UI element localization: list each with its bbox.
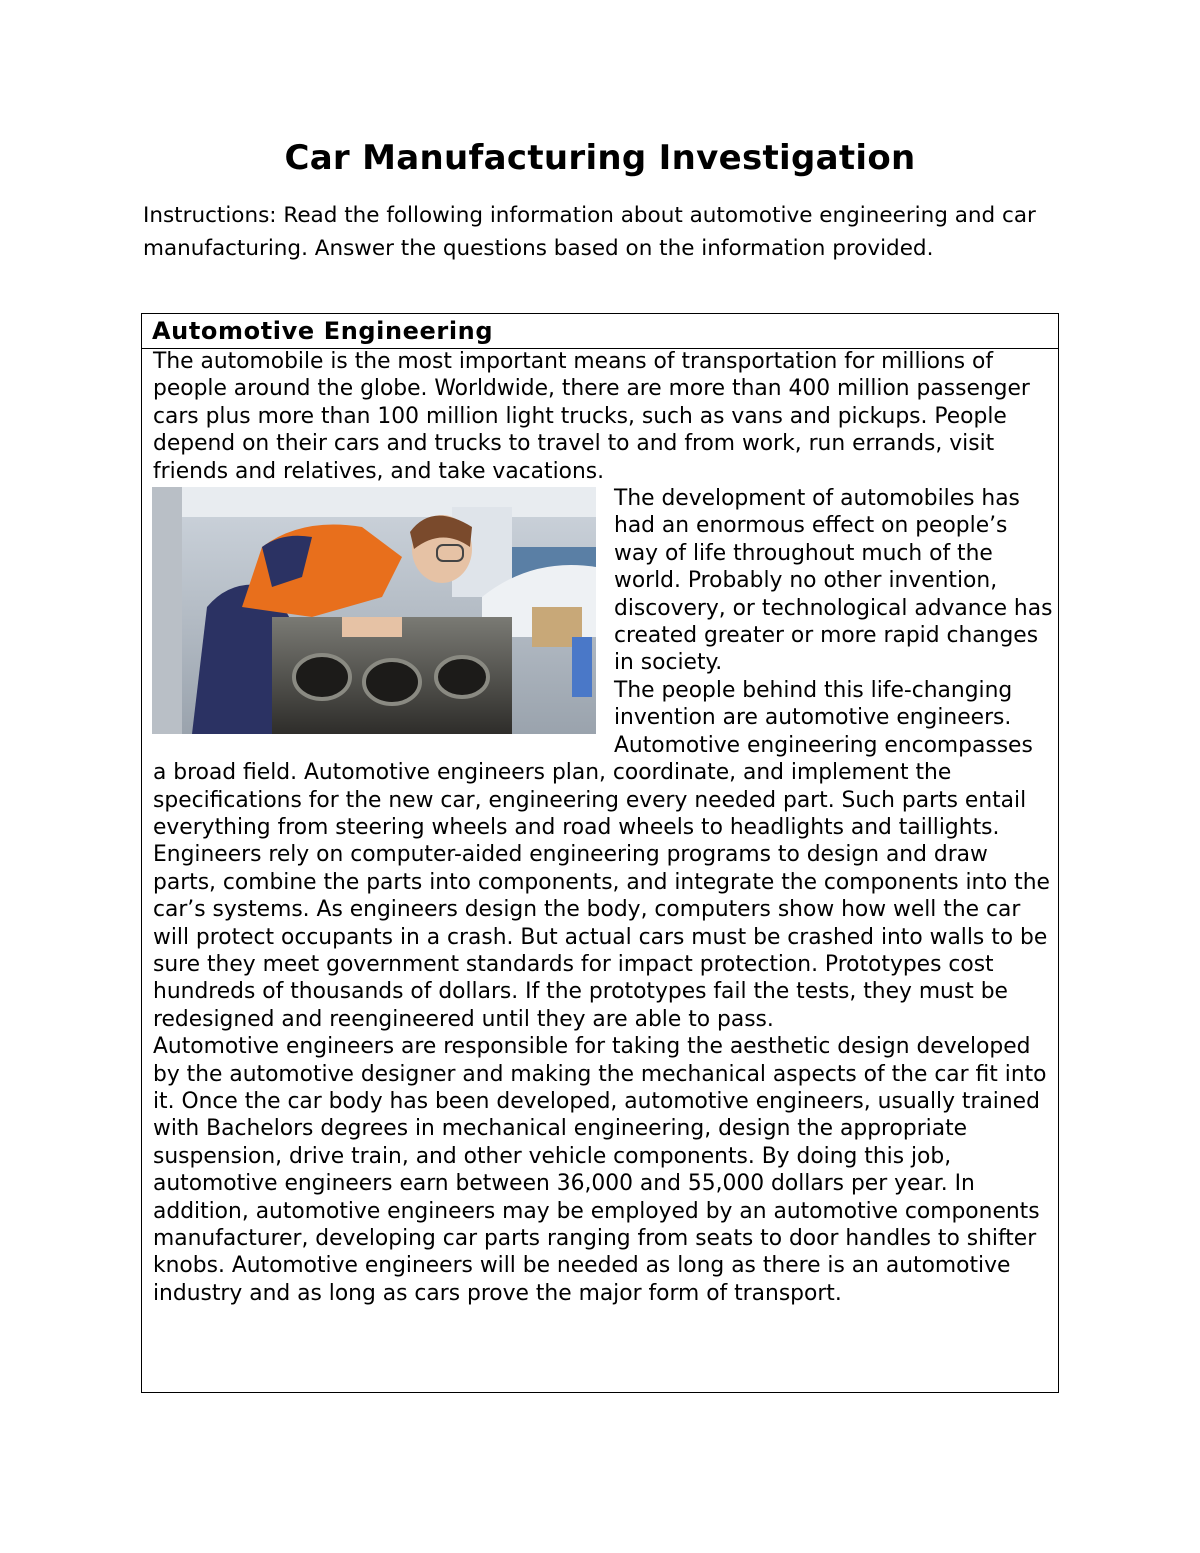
- table-header-row: [142, 314, 1058, 349]
- paragraph-people-behind: The people behind this life-changing invention are automotive engineers.: [614, 677, 1013, 731]
- paragraph-engineer-responsibilities: Automotive engineers are responsible for taking the aesthetic design developed by the automotive designer and making the mechanical aspects of the car fit into it. Once the car body has been developed, automotive engineers, usually trained with Bachelors degrees in mechanical engineering, design the appropriate suspension, drive train, and other vehicle components. By doing this job, automotive engineers earn between 36,000 and 55,000 dollars per year. In addition, automotive engineers may be employed by an automotive components manufacturer, developing car parts ranging from seats to door handles to shifter knobs. Automotive engineers will be needed as long as there is an automotive industry and as long as cars prove the major form of transport.: [153, 1034, 1047, 1306]
- paragraph-development: The development of automobiles has had an enormous effect on people’s way of life throughout much of the world. Probably no other invention, discovery, or technological advance has created greater or more rapid changes in society.: [614, 486, 1053, 676]
- page-title: Car Manufacturing Investigation: [284, 138, 916, 178]
- section-body: [153, 348, 1053, 1307]
- paragraph-engineering-field: Automotive engineering encompasses a broad field. Automotive engineers plan, coordinate, and implement the specifications for the new car, engineering every needed part. Such parts entail everything from steering wheels and road wheels to headlights and taillights. Engineers rely on computer-aided engineering programs to design and draw parts, combine the parts into components, and integrate the components into the car’s systems. As engineers design the body, computers show how well the car will protect occupants in a crash. But actual cars must be crashed into walls to be sure they meet government standards for impact protection. Prototypes cost hundreds of thousands of dollars. If the prototypes fail the tests, they must be redesigned and reengineered until they are able to pass.: [153, 732, 1050, 1032]
- engineer-photo: [152, 487, 596, 734]
- paragraph-intro: The automobile is the most important means of transportation for millions of people around the globe. Worldwide, there are more than 400 million passenger cars plus more than 100 million light trucks, such as vans and pickups. People depend on their cars and trucks to travel to and from work, run errands, visit friends and relatives, and take vacations.: [153, 349, 1030, 484]
- engine-photo-icon: [152, 487, 596, 734]
- instructions-text: Instructions: Read the following information about automotive engineering and car manufacturing. Answer the questions based on the information provided.: [143, 203, 1036, 261]
- section-heading: Automotive Engineering: [152, 317, 494, 345]
- info-table: [141, 313, 1059, 1393]
